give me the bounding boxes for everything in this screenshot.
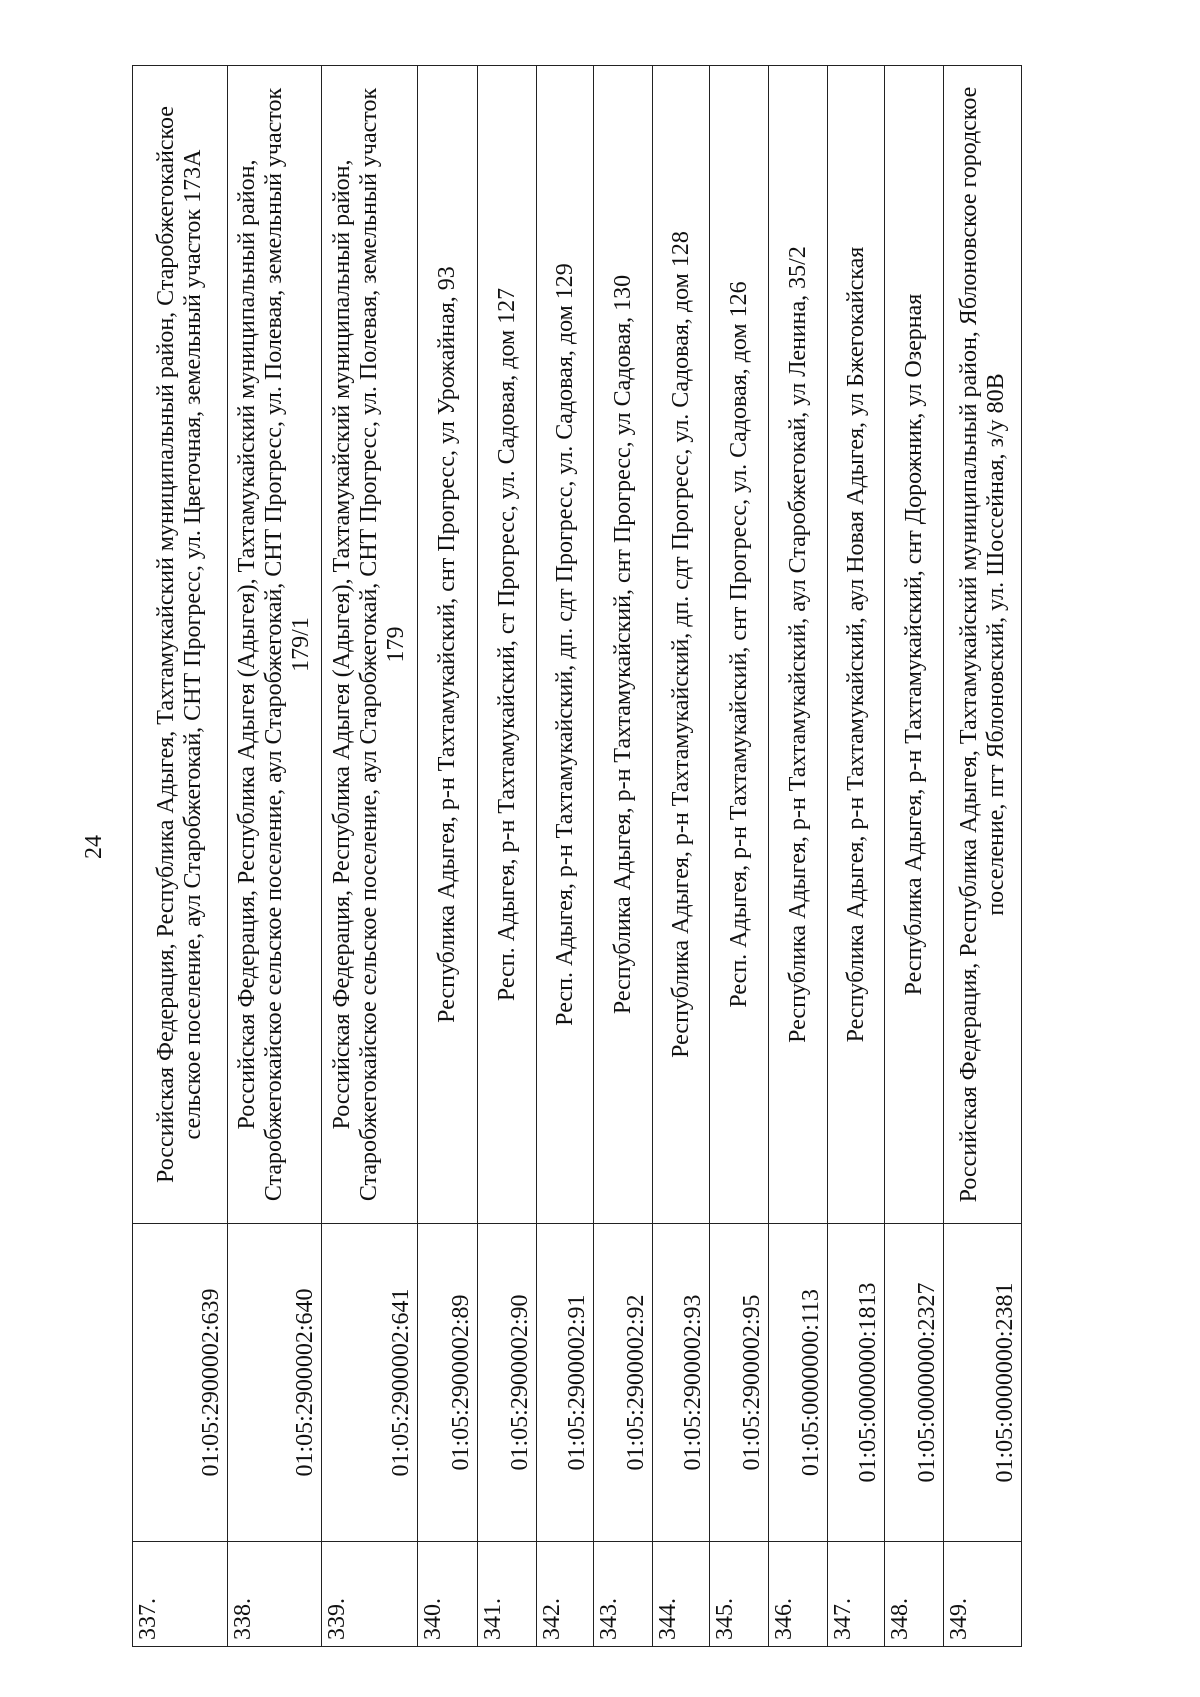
parcel-address: Российская Федерация, Республика Адыгея, Тахтамукайский муниципальный район, Яблоновское городское поселение, пгт Яблоновский, ул. Шоссейная, з/у 80В (944, 66, 1022, 1224)
parcel-table-body (133, 66, 1022, 1647)
cadastral-number: 01:05:0000000:1813 (828, 1224, 885, 1542)
cadastral-number: 01:05:2900002:93 (653, 1224, 710, 1542)
parcel-address: Российская Федерация, Республика Адыгея (Адыгея), Тахтамукайский муниципальный район, Старобжегокайское сельское поселение, аул Старобжегокай, СНТ Прогресс, ул. Полевая, земельный участок 179 (322, 66, 418, 1224)
cadastral-number: 01:05:2900002:640 (228, 1224, 322, 1542)
table-row (418, 66, 478, 1647)
cadastral-number: 01:05:2900002:91 (537, 1224, 594, 1542)
table-row (228, 66, 322, 1647)
row-number: 337. (133, 1542, 228, 1647)
parcel-address: Республика Адыгея, р-н Тахтамукайский, аул Новая Адыгея, ул Бжегокайская (828, 66, 885, 1224)
row-number: 344. (653, 1542, 710, 1647)
table-row (828, 66, 885, 1647)
parcel-table (132, 65, 1022, 1647)
row-number: 349. (944, 1542, 1022, 1647)
table-row (322, 66, 418, 1647)
table-row (133, 66, 228, 1647)
table-row (537, 66, 594, 1647)
parcel-address: Российская Федерация, Республика Адыгея, Тахтамукайский муниципальный район, Старобжегокайское сельское поселение, аул Старобжегокай, СНТ Прогресс, ул. Цветочная, земельный участок 173А (133, 66, 228, 1224)
table-row (944, 66, 1022, 1647)
parcel-address: Респ. Адыгея, р-н Тахтамукайский, снт Прогресс, ул. Садовая, дом 126 (710, 66, 769, 1224)
cadastral-number: 01:05:2900002:639 (133, 1224, 228, 1542)
parcel-address: Республика Адыгея, р-н Тахтамукайский, дп. сдт Прогресс, ул. Садовая, дом 128 (653, 66, 710, 1224)
cadastral-number: 01:05:2900002:92 (594, 1224, 653, 1542)
row-number: 341. (478, 1542, 537, 1647)
cadastral-number: 01:05:2900002:641 (322, 1224, 418, 1542)
row-number: 340. (418, 1542, 478, 1647)
row-number: 345. (710, 1542, 769, 1647)
parcel-address: Респ. Адыгея, р-н Тахтамукайский, дп. сдт Прогресс, ул. Садовая, дом 129 (537, 66, 594, 1224)
cadastral-number: 01:05:2900002:89 (418, 1224, 478, 1542)
parcel-address: Российская Федерация, Республика Адыгея (Адыгея), Тахтамукайский муниципальный район, Старобжегокайское сельское поселение, аул Старобжегокай, СНТ Прогресс, ул. Полевая, земельный участок 179/1 (228, 66, 322, 1224)
row-number: 348. (885, 1542, 944, 1647)
row-number: 339. (322, 1542, 418, 1647)
row-number: 343. (594, 1542, 653, 1647)
parcel-address: Респ. Адыгея, р-н Тахтамукайский, ст Прогресс, ул. Садовая, дом 127 (478, 66, 537, 1224)
table-row (885, 66, 944, 1647)
parcel-table-rotated (132, 65, 1021, 1647)
table-row (478, 66, 537, 1647)
cadastral-number: 01:05:0000000:2381 (944, 1224, 1022, 1542)
parcel-address: Республика Адыгея, р-н Тахтамукайский, снт Прогресс, ул Урожайная, 93 (418, 66, 478, 1224)
cadastral-number: 01:05:2900002:95 (710, 1224, 769, 1542)
row-number: 347. (828, 1542, 885, 1647)
table-row (769, 66, 828, 1647)
parcel-address: Республика Адыгея, р-н Тахтамукайский, снт Дорожник, ул Озерная (885, 66, 944, 1224)
table-row (594, 66, 653, 1647)
parcel-address: Республика Адыгея, р-н Тахтамукайский, аул Старобжегокай, ул Ленина, 35/2 (769, 66, 828, 1224)
page-number: 24 (81, 835, 107, 859)
cadastral-number: 01:05:2900002:90 (478, 1224, 537, 1542)
table-row (710, 66, 769, 1647)
parcel-address: Республика Адыгея, р-н Тахтамукайский, снт Прогресс, ул Садовая, 130 (594, 66, 653, 1224)
row-number: 338. (228, 1542, 322, 1647)
table-row (653, 66, 710, 1647)
cadastral-number: 01:05:0000000:2327 (885, 1224, 944, 1542)
row-number: 342. (537, 1542, 594, 1647)
parcel-table-frame (132, 65, 1021, 1647)
row-number: 346. (769, 1542, 828, 1647)
cadastral-number: 01:05:0000000:113 (769, 1224, 828, 1542)
